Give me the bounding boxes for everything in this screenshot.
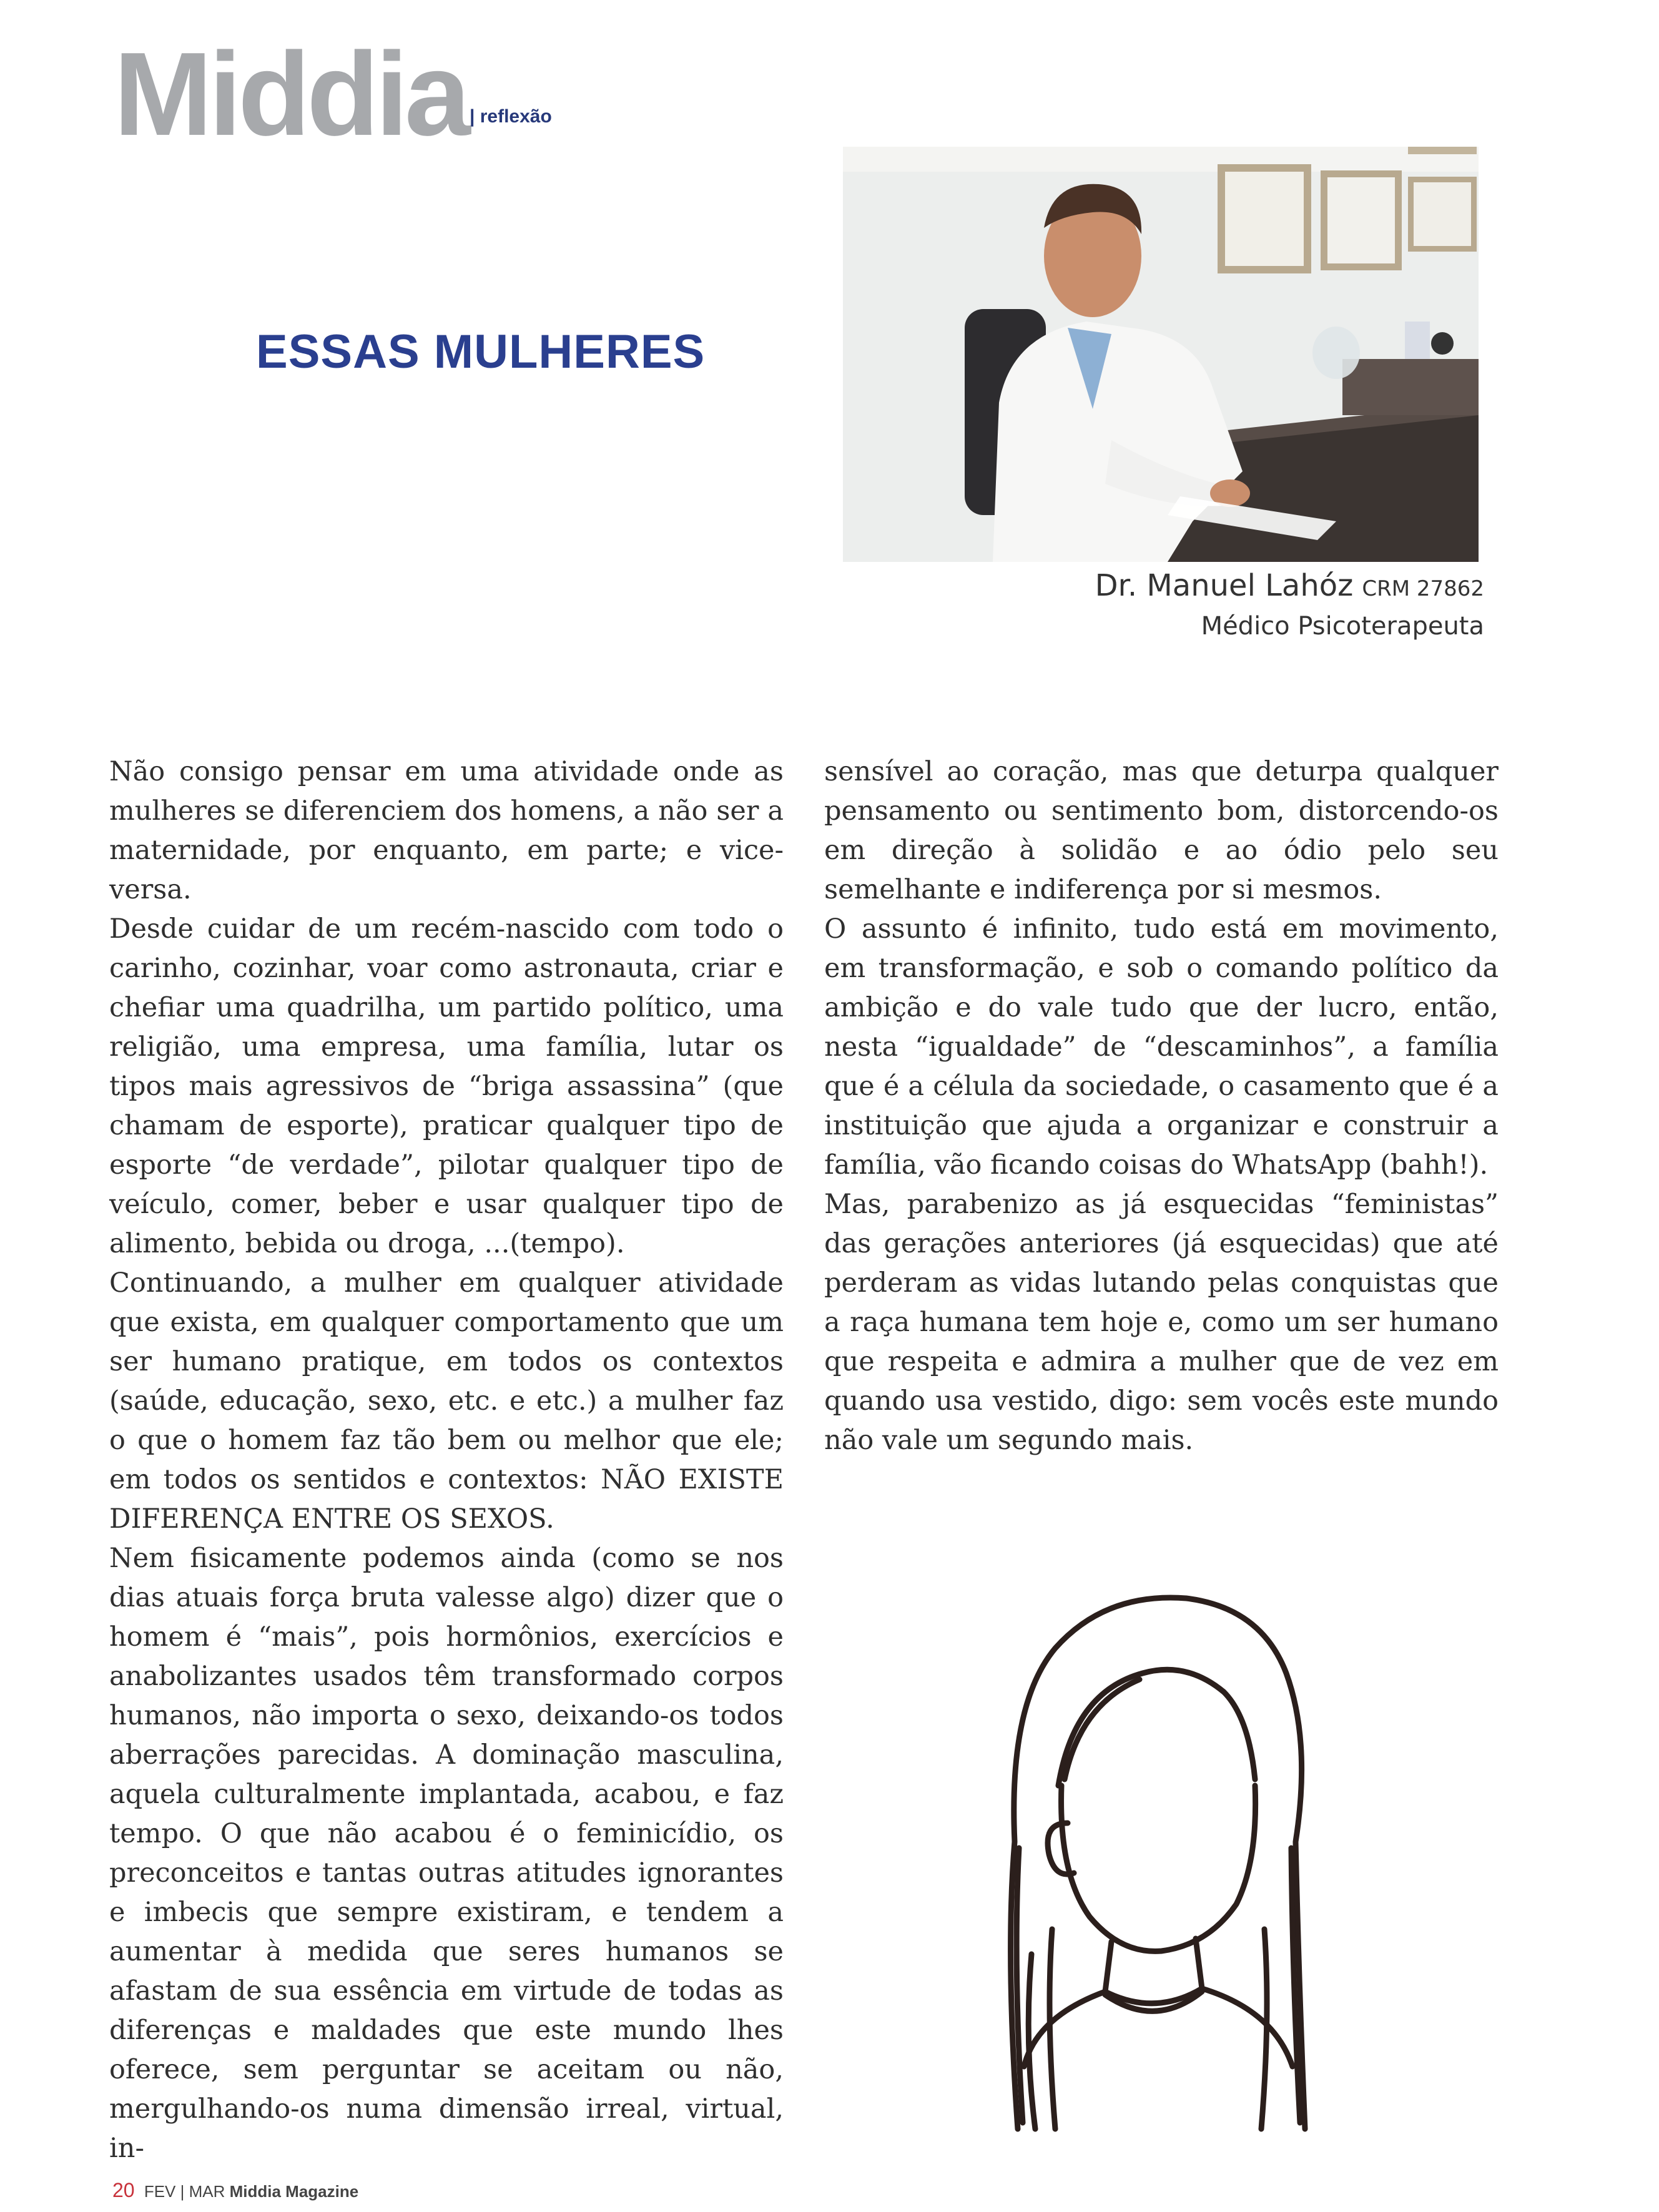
paragraph: Nem fisicamente podemos ainda (como se nos dias atuais força bruta valesse algo) dizer que o homem é “mais”, pois hormônios, exercícios e anabolizantes usados têm transformado corpos humanos, não importa o sexo, deixando-os todos aberrações parecidas. A dominação masculina, aquela culturalmente implantada, acabou, e faz tempo. O que não acabou é o feminicídio, os preconceitos e tantas outras atitudes ignorantes e imbecis que sempre existiram, e tendem a aumentar à medida que seres humanos se afastam de sua essência em virtude de todas as diferenças e maldades que este mundo lhes oferece, sem perguntar se aceitam ou não, mergulhando-os numa dimensão irreal, virtual, in- <box>109 1543 784 2164</box>
section-label: | reflexão <box>470 106 552 127</box>
article-column-left <box>109 752 784 2168</box>
paragraph: sensível ao coração, mas que deturpa qualquer pensamento ou sentimento bom, distorcendo-os em direção à solidão e ao ódio pelo seu semelhante e indiferença por si mesmos. <box>824 756 1499 905</box>
author-name: Dr. Manuel Lahóz <box>1095 568 1354 603</box>
page-footer <box>112 2179 358 2202</box>
woman-sketch-illustration <box>980 1580 1330 2141</box>
author-crm: CRM 27862 <box>1362 576 1484 601</box>
author-byline <box>1095 568 1484 641</box>
magazine-name: Middia Magazine <box>229 2182 359 2201</box>
author-role: Médico Psicoterapeuta <box>1201 612 1484 641</box>
paragraph: Continuando, a mulher em qualquer atividade que exista, em qualquer comportamento que um ser humano pratique, em todos os contextos (saúde, educação, sexo, etc. e etc.) a mulher faz o que o homem faz tão bem ou melhor que ele; em todos os sentidos e contextos: NÃO EXISTE DIFERENÇA ENTRE OS SEXOS. <box>109 1267 784 1535</box>
paragraph: O assunto é infinito, tudo está em movimento, em transformação, e sob o comando político da ambição e do vale tudo que der lucro, então, nesta “igualdade” de “descaminhos”, a família que é a célula da sociedade, o casamento que é a instituição que ajuda a organizar e construir a família, vão ficando coisas do WhatsApp (bahh!). <box>824 913 1499 1181</box>
article-title: ESSAS MULHERES <box>256 325 706 378</box>
article-column-right <box>824 752 1499 1460</box>
issue-label: FEV | MAR <box>144 2182 225 2201</box>
page-number: 20 <box>112 2179 135 2201</box>
masthead <box>114 28 488 160</box>
paragraph: Desde cuidar de um recém-nascido com todo o carinho, cozinhar, voar como astronauta, criar e chefiar uma quadrilha, um partido político, uma religião, uma empresa, uma família, lutar os tipos mais agressivos de “briga assassina” (que chamam de esporte), praticar qualquer tipo de esporte “de verdade”, pilotar qualquer tipo de veículo, comer, beber e usar qualquer tipo de alimento, bebida ou droga, ...(tempo). <box>109 913 784 1259</box>
magazine-logo: Middia <box>114 28 467 160</box>
author-photo <box>843 147 1479 562</box>
paragraph: Não consigo pensar em uma atividade onde as mulheres se diferenciem dos homens, a não ser a maternidade, por enquanto, em parte; e vice-versa. <box>109 756 784 905</box>
paragraph: Mas, parabenizo as já esquecidas “feministas” das gerações anteriores (já esquecidas) que até perderam as vidas lutando pelas conquistas que a raça humana tem hoje e, como um ser humano que respeita e admira a mulher que de vez em quando usa vestido, digo: sem vocês este mundo não vale um segundo mais. <box>824 1189 1499 1456</box>
